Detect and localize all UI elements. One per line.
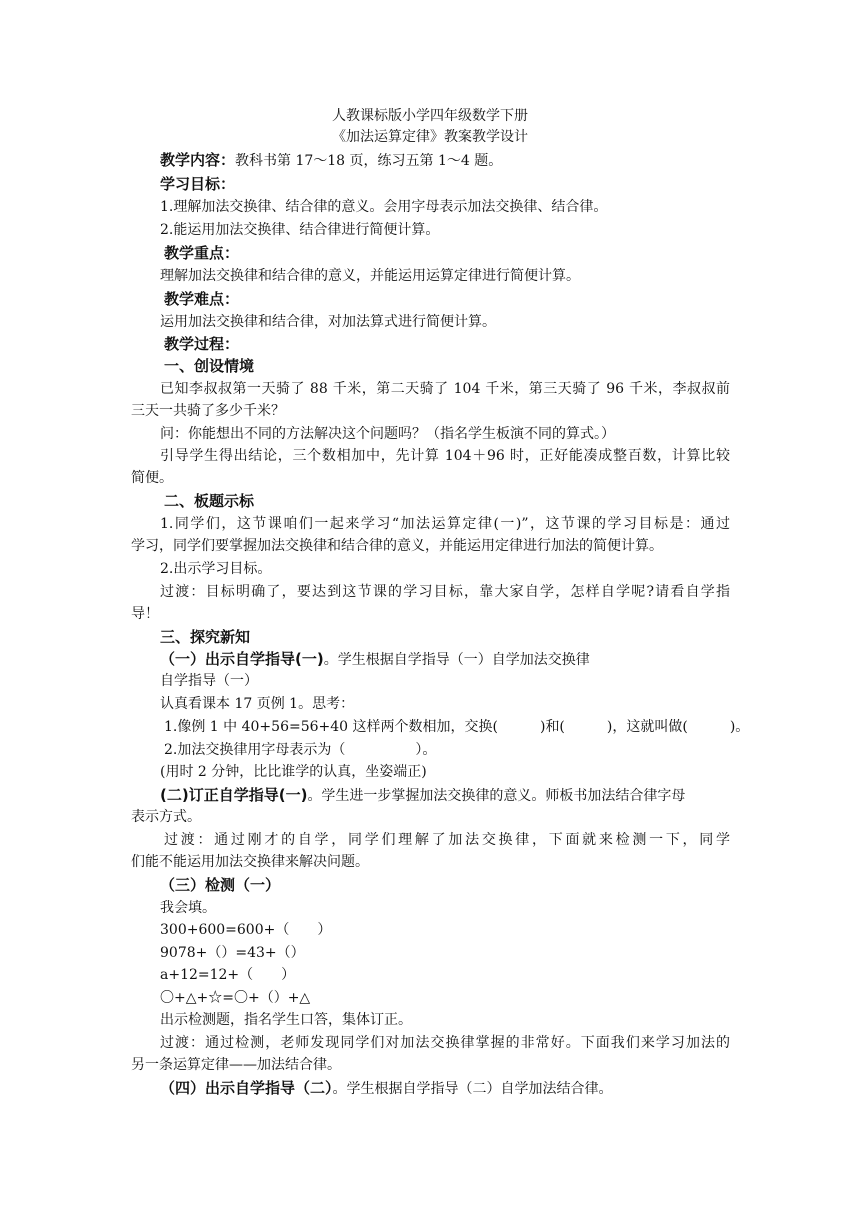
section-2-para-3a: 过渡：目标明确了，要达到这节课的学习目标，靠大家自学，怎样自学呢?请看自学指 bbox=[160, 584, 730, 600]
key-points-text: 理解加法交换律和结合律的意义，并能运用运算定律进行简便计算。 bbox=[160, 268, 580, 284]
key-points-heading: 教学重点： bbox=[164, 244, 240, 262]
exercise-1: 300+600=600+（ ） bbox=[160, 922, 332, 938]
time-note: (用时 2 分钟，比比谁学的认真，坐姿端正) bbox=[160, 764, 427, 780]
section-1-para-3a: 引导学生得出结论，三个数相加中，先计算 104＋96 时，正好能凑成整百数，计算比较 bbox=[160, 448, 730, 464]
section-2-para-2: 2.出示学习目标。 bbox=[160, 561, 272, 577]
question-1: 1.像例 1 中 40+56=56+40 这样两个数相加，交换( )和( )，这就叫做( )。 bbox=[164, 719, 750, 735]
transition-2a: 过渡：通过检测，老师发现同学们对加法交换律掌握的非常好。下面我们来学习加法的 bbox=[160, 1035, 730, 1051]
section-1-para-3b: 简便。 bbox=[131, 470, 173, 486]
section-3-heading: 三、探究新知 bbox=[160, 628, 251, 646]
subsection-1-line bbox=[160, 649, 590, 670]
exercise-3: a+12=12+（ ） bbox=[160, 967, 296, 983]
read-textbook-line: 认真看课本 17 页例 1。思考： bbox=[160, 696, 355, 712]
teaching-content-label: 教学内容： bbox=[160, 151, 236, 169]
difficulties-text: 运用加法交换律和结合律，对加法算式进行简便计算。 bbox=[160, 314, 496, 330]
transition-1a: 过渡：通过刚才的自学，同学们理解了加法交换律，下面就来检测一下，同学 bbox=[164, 832, 730, 848]
section-2-heading: 二、板题示标 bbox=[164, 492, 255, 510]
transition-2b: 另一条运算定律——加法结合律。 bbox=[131, 1057, 341, 1073]
exercise-4: 〇+△+☆=〇+（）+△ bbox=[160, 990, 311, 1006]
exercise-2: 9078+（）=43+（） bbox=[160, 945, 305, 961]
section-1-para-1a: 已知李叔叔第一天骑了 88 千米，第二天骑了 104 千米，第三天骑了 96 千米，李叔叔前 bbox=[160, 381, 730, 397]
section-1-para-2: 问：你能想出不同的方法解决这个问题吗？（指名学生板演不同的算式。） bbox=[160, 426, 615, 442]
fill-in-prompt: 我会填。 bbox=[160, 900, 216, 916]
subsection-4-text: 。学生根据自学指导（二）自学加法结合律。 bbox=[332, 1081, 613, 1097]
subsection-2-text-cont: 表示方式。 bbox=[131, 809, 201, 825]
goal-1: 1.理解加法交换律、结合律的意义。会用字母表示加法交换律、结合律。 bbox=[160, 199, 608, 215]
question-2: 2.加法交换律用字母表示为（ ）。 bbox=[164, 742, 437, 758]
self-study-guide-1: 自学指导（一） bbox=[160, 673, 258, 689]
goals-heading: 学习目标： bbox=[160, 175, 236, 193]
goal-2: 2.能运用加法交换律、结合律进行简便计算。 bbox=[160, 222, 440, 238]
teaching-content-text: 教科书第 17～18 页，练习五第 1～4 题。 bbox=[235, 153, 503, 169]
transition-1b: 们能不能运用加法交换律来解决问题。 bbox=[131, 854, 369, 870]
section-2-para-1a: 1.同学们，这节课咱们一起来学习“加法运算定律(一)”，这节课的学习目标是：通过 bbox=[160, 516, 730, 532]
section-1-para-1b: 三天一共骑了多少千米？ bbox=[131, 403, 285, 419]
check-instruction: 出示检测题，指名学生口答，集体订正。 bbox=[160, 1012, 412, 1028]
subsection-3-heading: （三）检测（一） bbox=[160, 876, 281, 894]
subsection-2-heading: (二)订正自学指导(一) bbox=[160, 786, 308, 804]
subsection-2-line bbox=[160, 785, 685, 806]
subsection-1-text: 。学生根据自学指导（一）自学加法交换律 bbox=[323, 652, 590, 668]
subsection-2-text: 。学生进一步掌握加法交换律的意义。师板书加法结合律字母 bbox=[307, 788, 686, 804]
subsection-1-heading: （一）出示自学指导(一) bbox=[160, 650, 324, 668]
section-2-para-1b: 学习，同学们要掌握加法交换律和结合律的意义，并能运用定律进行加法的简便计算。 bbox=[131, 538, 663, 554]
section-1-heading: 一、创设情境 bbox=[164, 357, 255, 375]
doc-title: 人教课标版小学四年级数学下册 bbox=[332, 108, 528, 124]
difficulties-heading: 教学难点： bbox=[164, 290, 240, 308]
subsection-4-heading: （四）出示自学指导（二） bbox=[160, 1079, 333, 1097]
subsection-4-line bbox=[160, 1078, 613, 1099]
process-heading: 教学过程： bbox=[164, 335, 240, 353]
section-2-para-3b: 导！ bbox=[131, 606, 159, 622]
teaching-content-line bbox=[160, 150, 502, 171]
doc-subtitle: 《加法运算定律》教案教学设计 bbox=[332, 129, 528, 145]
